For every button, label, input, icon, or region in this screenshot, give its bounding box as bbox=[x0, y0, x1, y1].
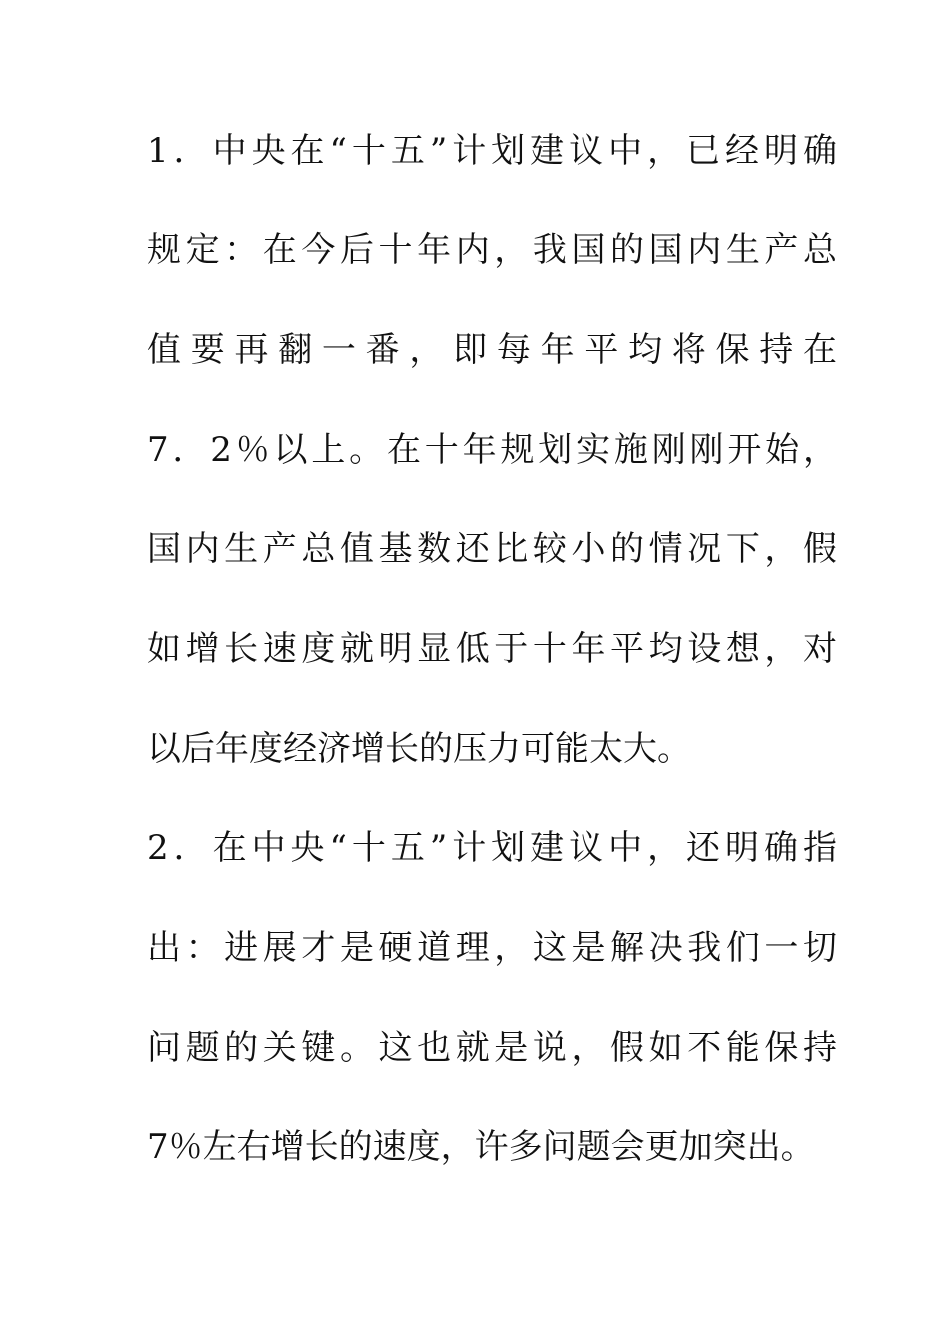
paragraph-2-line-1: 2．在中央“十五”计划建议中，还明确指 bbox=[147, 828, 837, 868]
paragraph-1-line-4: 7．2％以上。在十年规划实施刚刚开始， bbox=[147, 430, 837, 470]
paragraph-1-line-2: 规定：在今后十年内，我国的国内生产总 bbox=[147, 230, 837, 270]
paragraph-1-line-6: 如增长速度就明显低于十年平均设想，对 bbox=[147, 629, 837, 669]
paragraph-2-line-2: 出：进展才是硬道理，这是解决我们一切 bbox=[147, 928, 837, 968]
paragraph-1-line-5: 国内生产总值基数还比较小的情况下，假 bbox=[147, 529, 837, 569]
paragraph-2-line-3: 问题的关键。这也就是说，假如不能保持 bbox=[147, 1028, 837, 1068]
paragraph-1-line-7: 以后年度经济增长的压力可能太大。 bbox=[147, 729, 691, 769]
paragraph-2-line-4: 7％左右增长的速度，许多问题会更加突出。 bbox=[147, 1127, 815, 1167]
paragraph-1-line-1: 1．中央在“十五”计划建议中，已经明确 bbox=[147, 131, 837, 171]
paragraph-1-line-3: 值要再翻一番，即每年平均将保持在 bbox=[147, 330, 837, 370]
